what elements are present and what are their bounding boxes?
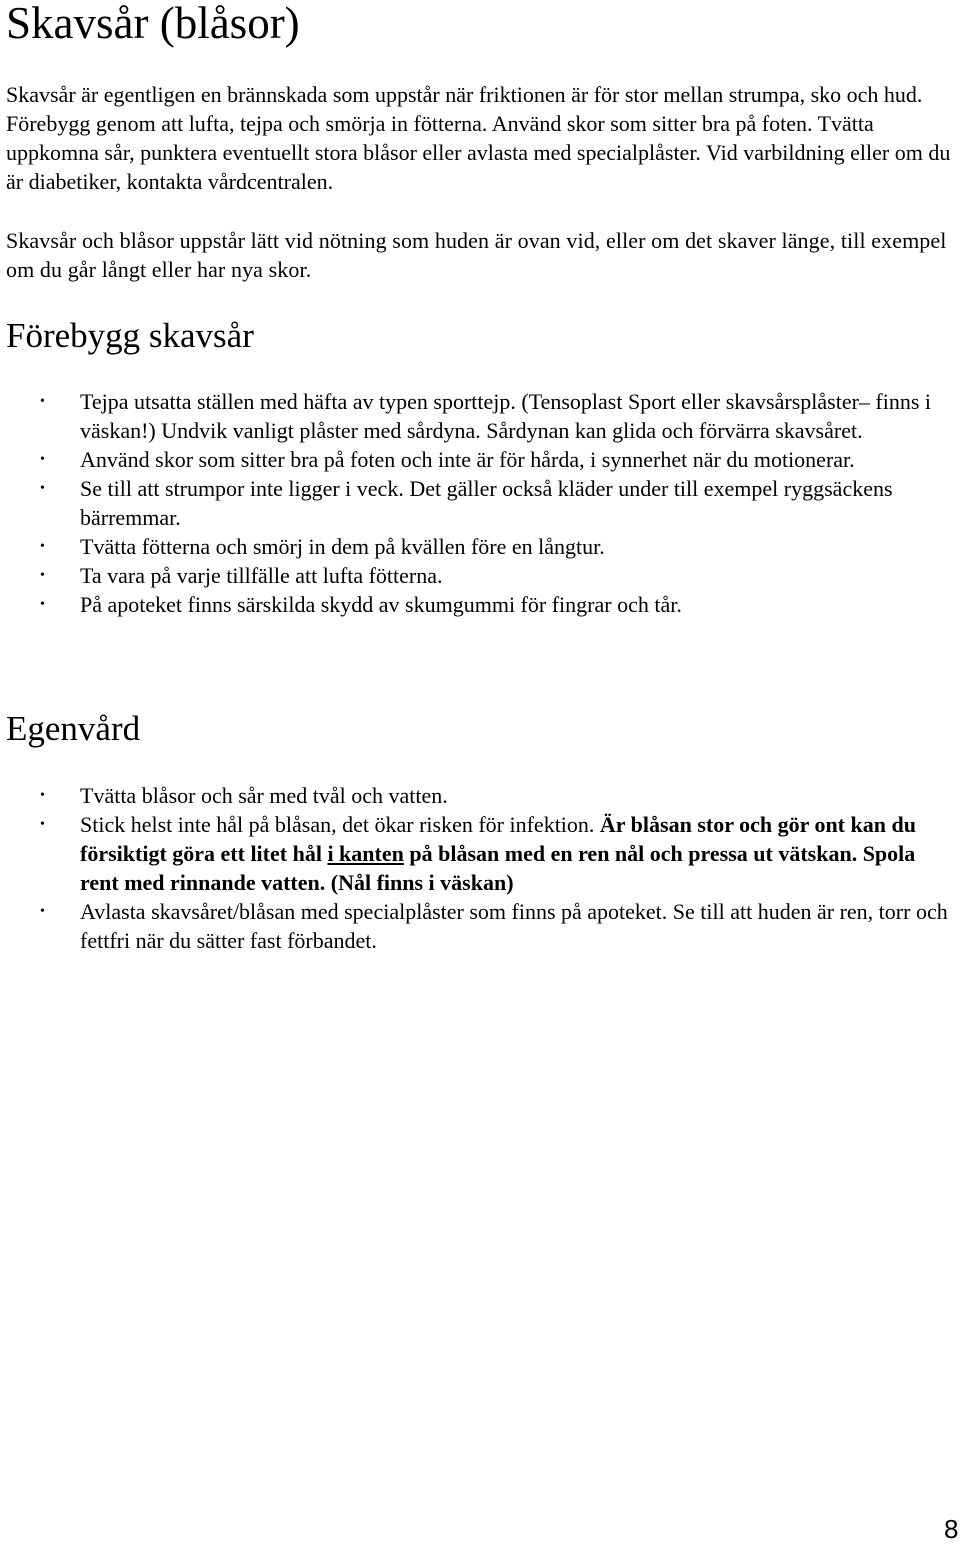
list-item [0, 387, 950, 445]
bullet-icon: • [40, 904, 45, 919]
list-item [0, 445, 950, 474]
list-item-text-bold-underlined: i kanten [327, 841, 404, 866]
bullet-icon: • [40, 394, 45, 409]
list-item-text: Avlasta skavsåret/blåsan med specialplåster som finns på apoteket. Se till att huden är ren, torr och fettfri när du sätter fast förbandet. [80, 899, 948, 953]
prevent-list [0, 387, 960, 619]
bullet-icon: • [40, 539, 45, 554]
page-title: Skavsår (blåsor) [6, 0, 300, 48]
list-item-text: Ta vara på varje tillfälle att lufta fötterna. [80, 563, 443, 588]
intro-paragraph-1: Skavsår är egentligen en brännskada som uppstår när friktionen är för stor mellan strumpa, sko och hud. Förebygg genom att lufta, tejpa och smörja in fötterna. Använd skor som sitter bra på foten. Tvätta uppkomna sår, punktera eventuellt stora blåsor eller avlasta med specialplåster. Vid varbildning eller om du är diabetiker, kontakta vårdcentralen. [6, 82, 951, 194]
list-item [0, 590, 950, 619]
list-item-text-plain: Stick helst inte hål på blåsan, det ökar risken för infektion. [80, 812, 600, 837]
bullet-icon: • [40, 788, 45, 803]
list-item-text: Tejpa utsatta ställen med häfta av typen sporttejp. (Tensoplast Sport eller skavsårsplåster– finns i väskan!) Undvik vanligt plåster med sårdyna. Sårdynan kan glida och förvärra skavsåret. [80, 389, 932, 443]
list-item-text-bold: på blåsan med en ren nål och pressa ut vätskan. Spola rent med rinnande vatten. (Nål finns i väskan) [80, 841, 916, 895]
bullet-icon: • [40, 817, 45, 832]
list-item [0, 810, 950, 897]
list-item [0, 474, 950, 532]
list-item-text: Tvätta blåsor och sår med tvål och vatten. [80, 783, 448, 808]
list-item-text: På apoteket finns särskilda skydd av skumgummi för fingrar och tår. [80, 592, 682, 617]
list-item-text: Använd skor som sitter bra på foten och inte är för hårda, i synnerhet när du motionerar. [80, 447, 855, 472]
bullet-icon: • [40, 452, 45, 467]
bullet-icon: • [40, 597, 45, 612]
section-heading-selfcare: Egenvård [6, 709, 141, 748]
intro-paragraph-2: Skavsår och blåsor uppstår lätt vid nötning som huden är ovan vid, eller om det skaver länge, till exempel om du går långt eller har nya skor. [6, 228, 947, 282]
selfcare-list [0, 781, 960, 955]
section-heading-prevent: Förebygg skavsår [6, 316, 254, 355]
list-item-text-bold: Är blåsan stor och gör ont kan du försiktigt göra ett litet hål [80, 812, 916, 866]
list-item [0, 532, 950, 561]
list-item-text: Tvätta fötterna och smörj in dem på kvällen före en långtur. [80, 534, 605, 559]
page-number: 8 [944, 1514, 959, 1544]
list-item-text: Se till att strumpor inte ligger i veck. Det gäller också kläder under till exempel ryggsäckens bärremmar. [80, 476, 893, 530]
list-item [0, 561, 950, 590]
list-item [0, 781, 950, 810]
bullet-icon: • [40, 481, 45, 496]
list-item [0, 897, 950, 955]
bullet-icon: • [40, 568, 45, 583]
